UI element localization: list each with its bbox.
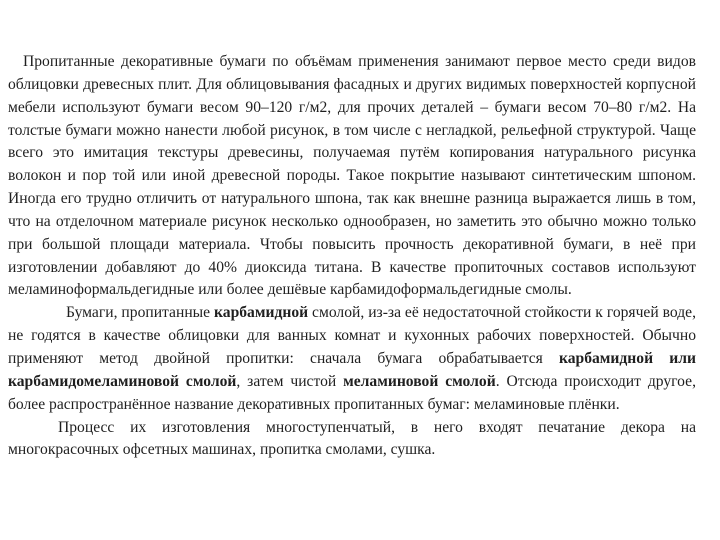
paragraph-2-bold-resins: карбамидной или карбамидомеламиновой смолой xyxy=(8,349,696,390)
paragraph-2-text-1: Бумаги, пропитанные xyxy=(66,304,215,322)
paragraph-manufacturing-process: Процесс их изготовления многоступенчатый, в него входят печатание декора на многокрасочных офсетных машинах, пропитка смолами, сушка. xyxy=(8,418,696,459)
paragraph-decorative-papers: Пропитанные декоративные бумаги по объёмам применения занимают первое место среди видов облицовки древесных плит. Для облицовывания фасадных и других видимых поверхностей корпусной мебели используют бумаги весом 90–120 г/м2, для прочих деталей – бумаги весом 70–80 г/м2. На толстые бумаги можно нанести любой рисунок, в том числе с негладкой, рельефной структурой. Чаще всего это имитация текстуры древесины, получаемая путём копирования натурального рисунка волокон и пор той или иной древесной породы. Такое покрытие называют синтетическим шпоном. Иногда его трудно отличить от натурального шпона, так как внешне разница выражается лишь в том, что на отделочном материале рисунок несколько однообразен, но заметить это обычно можно только при большой площади материала. Чтобы повысить прочность декоративной бумаги, в неё при изготовлении добавляют до 40% диоксида титана. В качестве пропиточных составов используют меламиноформальдегидные или более дешёвые карбамидоформальдегидные смолы. xyxy=(8,53,696,299)
paragraph-2-bold-urea: карбамидной xyxy=(214,304,309,322)
paragraph-2-text-3: , затем чистой xyxy=(236,372,344,390)
document-body xyxy=(8,51,696,462)
paragraph-impregnation xyxy=(8,302,696,416)
paragraph-2-text-2: смолой, из-за её недостаточной стойкости к горячей воде, не годятся в качестве облицовки для ванных комнат и кухонных рабочих поверхностей. Обычно применяют метод двойной пропитки: сначала бумага обрабатывается xyxy=(8,304,697,367)
paragraph-2-text-4: . Отсюда происходит другое, более распространённое название декоративных пропитанных бумаг: меламиновые плёнки. xyxy=(8,372,696,413)
paragraph-2-bold-melamine: меламиновой смолой xyxy=(343,372,496,390)
